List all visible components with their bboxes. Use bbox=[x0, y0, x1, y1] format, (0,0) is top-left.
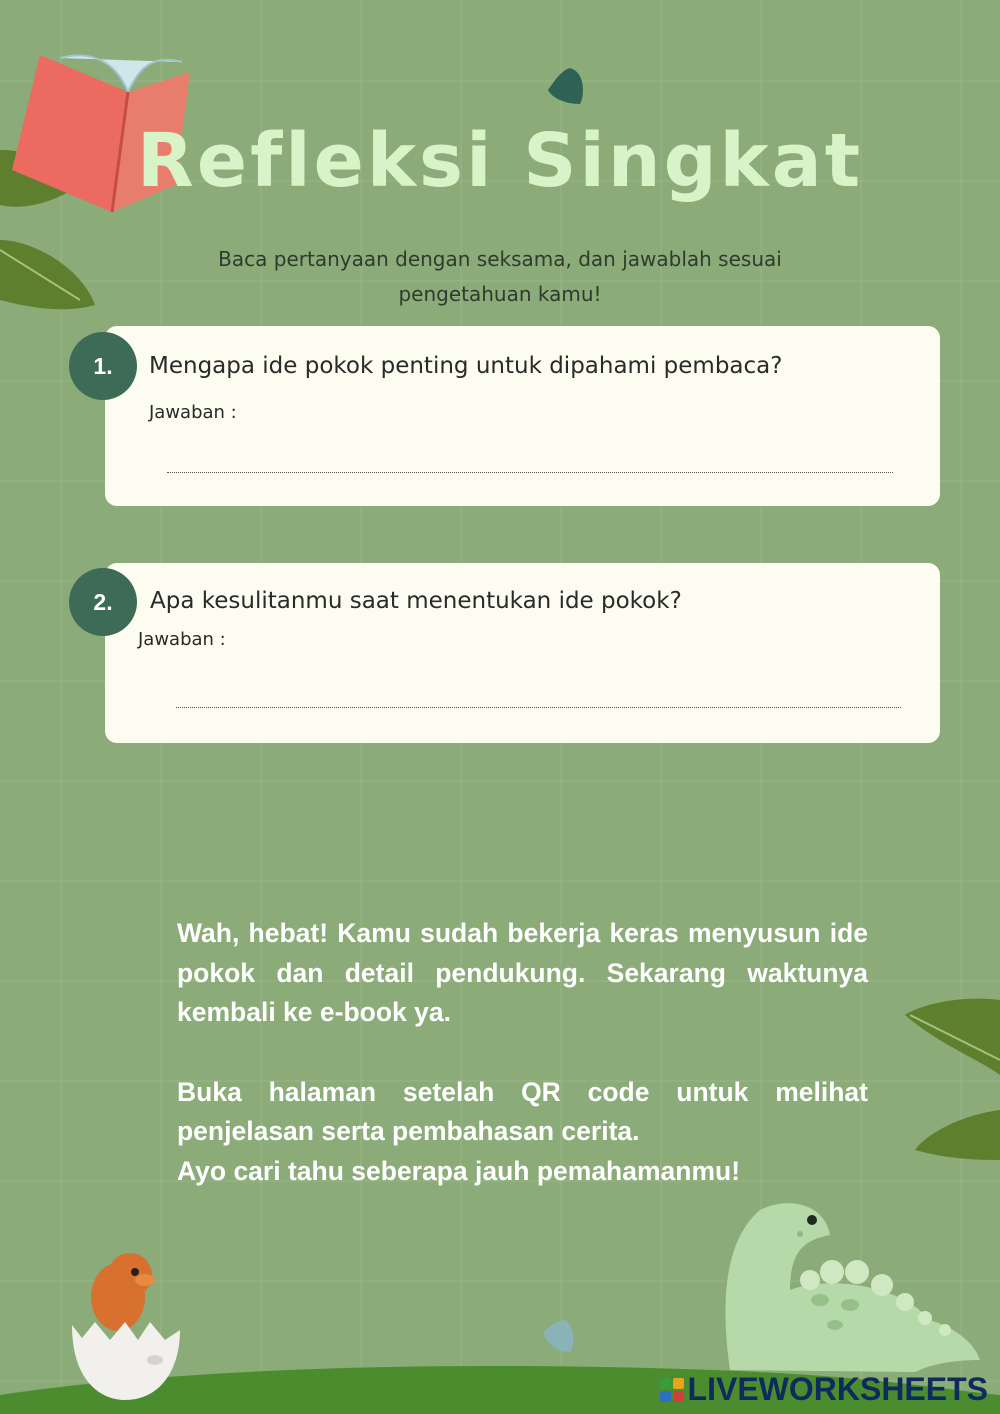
question-text-2: Apa kesulitanmu saat menentukan ide pokok? bbox=[150, 588, 682, 614]
closing-message bbox=[177, 914, 868, 1191]
answer-input-line-2[interactable] bbox=[176, 707, 901, 708]
question-text-1: Mengapa ide pokok penting untuk dipahami pembaca? bbox=[149, 353, 783, 379]
closing-paragraph: Ayo cari tahu seberapa jauh pemahamanmu! bbox=[177, 1155, 741, 1186]
liveworksheets-brand[interactable] bbox=[660, 1371, 988, 1408]
closing-paragraph: Buka halaman setelah QR code untuk melihat penjelasan serta pembahasan cerita. bbox=[177, 1076, 868, 1146]
answer-label-1: Jawaban : bbox=[149, 402, 237, 423]
question-number-badge-2: 2. bbox=[69, 568, 137, 636]
question-number-badge-1: 1. bbox=[69, 332, 137, 400]
baby-dino-egg-illustration bbox=[72, 1253, 180, 1400]
answer-label-2: Jawaban : bbox=[138, 629, 226, 650]
answer-input-line-1[interactable] bbox=[167, 472, 893, 473]
pebble-icon bbox=[548, 68, 583, 104]
page-title: Refleksi Singkat bbox=[136, 118, 864, 204]
instructions-line: pengetahuan kamu! bbox=[398, 282, 602, 306]
brand-name: LIVEWORKSHEETS bbox=[687, 1371, 988, 1407]
instructions-line: Baca pertanyaan dengan seksama, dan jawablah sesuai bbox=[218, 247, 782, 271]
closing-paragraph: Wah, hebat! Kamu sudah bekerja keras menyusun ide pokok dan detail pendukung. Sekarang waktunya kembali ke e-book ya. bbox=[177, 918, 868, 1027]
instructions bbox=[150, 242, 850, 312]
dinosaur-illustration bbox=[725, 1203, 980, 1372]
liveworksheets-logo-icon bbox=[660, 1378, 684, 1402]
leaf-icon bbox=[905, 999, 1000, 1160]
pebble-icon bbox=[543, 1320, 573, 1352]
